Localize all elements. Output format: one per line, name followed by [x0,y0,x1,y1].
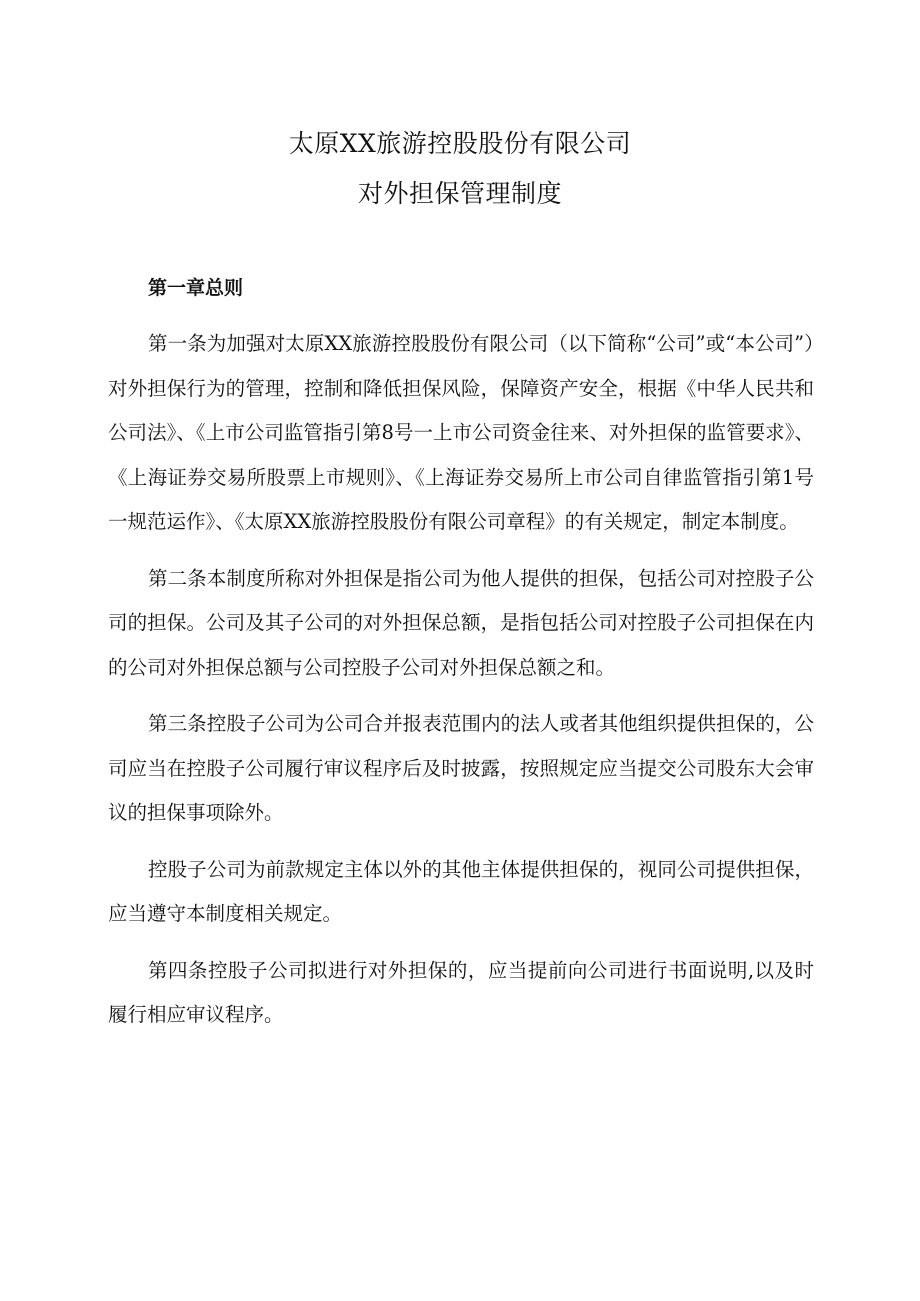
article-3-paragraph: 第三条控股子公司为公司合并报表范围内的法人或者其他组织提供担保的，公司应当在控股子公司履行审议程序后及时披露，按照规定应当提交公司股东大会审议的担保事项除外。 [108,712,814,824]
document-body [108,266,814,1050]
article-3-subparagraph: 控股子公司为前款规定主体以外的其他主体提供担保的，视同公司提供担保，应当遵守本制度相关规定。 [108,857,814,925]
chapter-heading: 第一章总则 [148,277,244,299]
document-title-regulation: 对外担保管理制度 [357,179,562,208]
document-title-company: 太原XX旅游控股股份有限公司 [288,129,632,158]
article-1-paragraph: 第一条为加强对太原XX旅游控股股份有限公司（以下简称“公司”或“本公司”）对外担保行为的管理，控制和降低担保风险，保障资产安全，根据《中华人民共和公司法》、《上市公司监管指引第8号一上市公司资金往来、对外担保的监管要求》、《上海证券交易所股票上市规则》、《上海证券交易所上市公司自律监管指引第1号一规范运作》、《太原XX旅游控股股份有限公司章程》的有关规定，制定本制度。 [108,332,814,533]
article-2-paragraph: 第二条本制度所称对外担保是指公司为他人提供的担保，包括公司对控股子公司的担保。公司及其子公司的对外担保总额，是指包括公司对控股子公司担保在内的公司对外担保总额与公司控股子公司对外担保总额之和。 [108,566,814,679]
article-4-paragraph: 第四条控股子公司拟进行对外担保的，应当提前向公司进行书面说明,以及时履行相应审议程序。 [108,958,814,1026]
